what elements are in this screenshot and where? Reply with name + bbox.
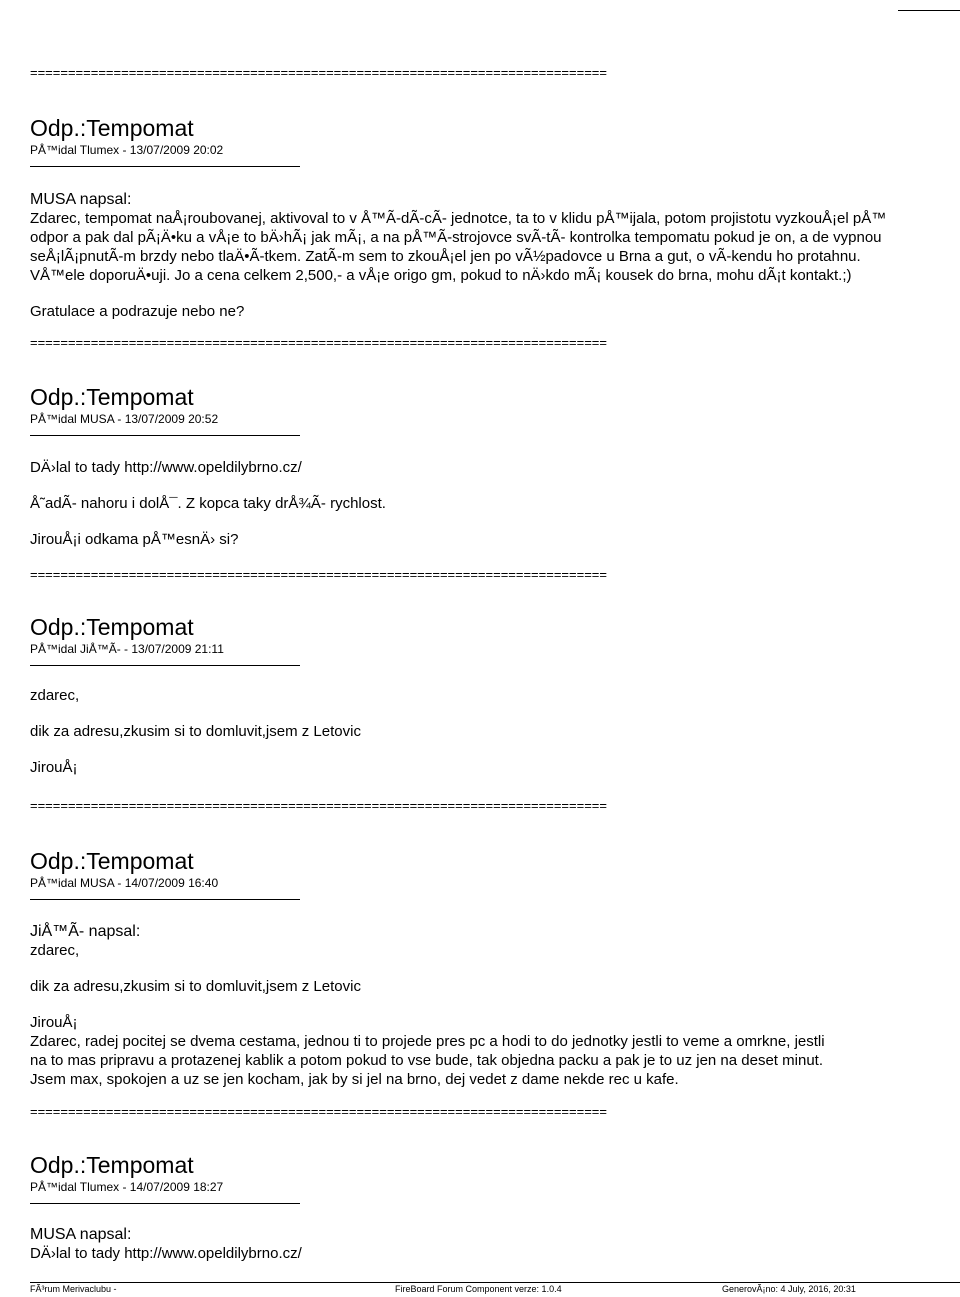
quote-line: DÄ›lal to tady http://www.opeldilybrno.cz/ xyxy=(30,1245,302,1262)
page-footer xyxy=(30,1282,960,1294)
post-paragraph: JirouÅ¡i odkama pÅ™esnÄ› si? xyxy=(30,531,239,548)
quote-block xyxy=(30,209,960,285)
post-title: Odp.:Tempomat xyxy=(30,614,194,640)
quote-line: odpor a pak dal pÃ¡Ä•ku a vÅ¡e to bÄ›hÃ¡ jak mÃ¡, a na pÅ™Ã-strojovce svÃ-tÃ- kontrolka tempomatu pokud je on, a de vypnou xyxy=(30,229,882,246)
post-line: na to mas pripravu a protazenej kablik a potom pokud to vse bude, tak objedna packu a pak je to uz jen na deset minut. xyxy=(30,1052,823,1069)
post xyxy=(30,1105,960,1263)
post-line: Zdarec, radej pocitej se dvema cestama, jednou ti to projede pres pc a hodi to do jednotky jestli to veme a omrkne, jestli xyxy=(30,1033,825,1050)
top-rule xyxy=(898,10,960,11)
quote-line: seÅ¡lÃ¡pnutÃ-m brzdy nebo tlaÄ•Ã-tkem. ZatÃ-m sem to zkouÅ¡el jen po vÃ½padovce u Brna a gut, o vÃ-kendu ho protahnu. xyxy=(30,248,861,265)
post-meta: PÅ™idal Tlumex - 14/07/2009 18:27 xyxy=(30,1180,224,1194)
post-paragraph: dik za adresu,zkusim si to domluvit,jsem z Letovic xyxy=(30,978,361,995)
quote-author: JiÅ™Ã- napsal: xyxy=(30,923,141,940)
post-paragraph: DÄ›lal to tady http://www.opeldilybrno.cz/ xyxy=(30,459,302,476)
separator-line: ============================================================================ xyxy=(30,799,607,813)
separator-line: ============================================================================ xyxy=(30,568,607,582)
post-meta: PÅ™idal MUSA - 14/07/2009 16:40 xyxy=(30,876,219,890)
separator-line: ============================================================================ xyxy=(30,1105,607,1119)
post-paragraph: Gratulace a podrazuje nebo ne? xyxy=(30,303,245,320)
footer-rule xyxy=(30,1282,960,1283)
post-paragraph: JirouÅ¡ xyxy=(30,759,78,776)
quote-line: zdarec, xyxy=(30,942,80,959)
meta-rule xyxy=(30,166,300,167)
separator-line: ============================================================================ xyxy=(30,66,607,80)
post-paragraph: dik za adresu,zkusim si to domluvit,jsem z Letovic xyxy=(30,723,361,740)
meta-rule xyxy=(30,665,300,666)
post-title: Odp.:Tempomat xyxy=(30,848,194,874)
footer-generated-date: GenerovÃ¡no: 4 July, 2016, 20:31 xyxy=(722,1284,856,1294)
post-line: Jsem max, spokojen a uz se jen kocham, jak by si jel na brno, dej vedet z dame nekde rec u kafe. xyxy=(30,1071,679,1088)
post-title: Odp.:Tempomat xyxy=(30,115,194,141)
post xyxy=(30,66,960,321)
separator-line: ============================================================================ xyxy=(30,336,607,350)
post xyxy=(30,799,960,1089)
post-line: JirouÅ¡ xyxy=(30,1014,78,1031)
post-trailing-block xyxy=(30,1013,960,1089)
quote-author: MUSA napsal: xyxy=(30,191,132,208)
post-meta: PÅ™idal Tlumex - 13/07/2009 20:02 xyxy=(30,143,224,157)
post xyxy=(30,568,960,777)
post-meta: PÅ™idal JiÅ™Ã- - 13/07/2009 21:11 xyxy=(30,642,224,656)
quote-line: VÅ™ele doporuÄ•uji. Jo a cena celkem 2,500,- a vÅ¡e origo gm, pokud to nÄ›kdo mÃ¡ kousek do brna, mohu dÃ¡t kontakt.;) xyxy=(30,267,852,284)
quote-line: Zdarec, tempomat naÅ¡roubovanej, aktivoval to v Å™Ã-dÃ-cÃ- jednotce, ta to v klidu pÅ™ijala, potom projistotu vyzkouÅ¡el pÅ™ xyxy=(30,210,887,227)
post-title: Odp.:Tempomat xyxy=(30,384,194,410)
meta-rule xyxy=(30,1203,300,1204)
post xyxy=(30,336,960,549)
meta-rule xyxy=(30,899,300,900)
post-paragraph: Å˜adÃ- nahoru i dolÅ¯. Z kopca taky drÅ¾Ã- rychlost. xyxy=(30,495,386,512)
meta-rule xyxy=(30,435,300,436)
post-paragraph: zdarec, xyxy=(30,687,80,704)
post-title: Odp.:Tempomat xyxy=(30,1152,194,1178)
footer-component-version: FireBoard Forum Component verze: 1.0.4 xyxy=(395,1284,562,1294)
quote-author: MUSA napsal: xyxy=(30,1226,132,1243)
footer-site-name: FÃ³rum Merivaclubu - xyxy=(30,1284,117,1294)
post-meta: PÅ™idal MUSA - 13/07/2009 20:52 xyxy=(30,412,219,426)
